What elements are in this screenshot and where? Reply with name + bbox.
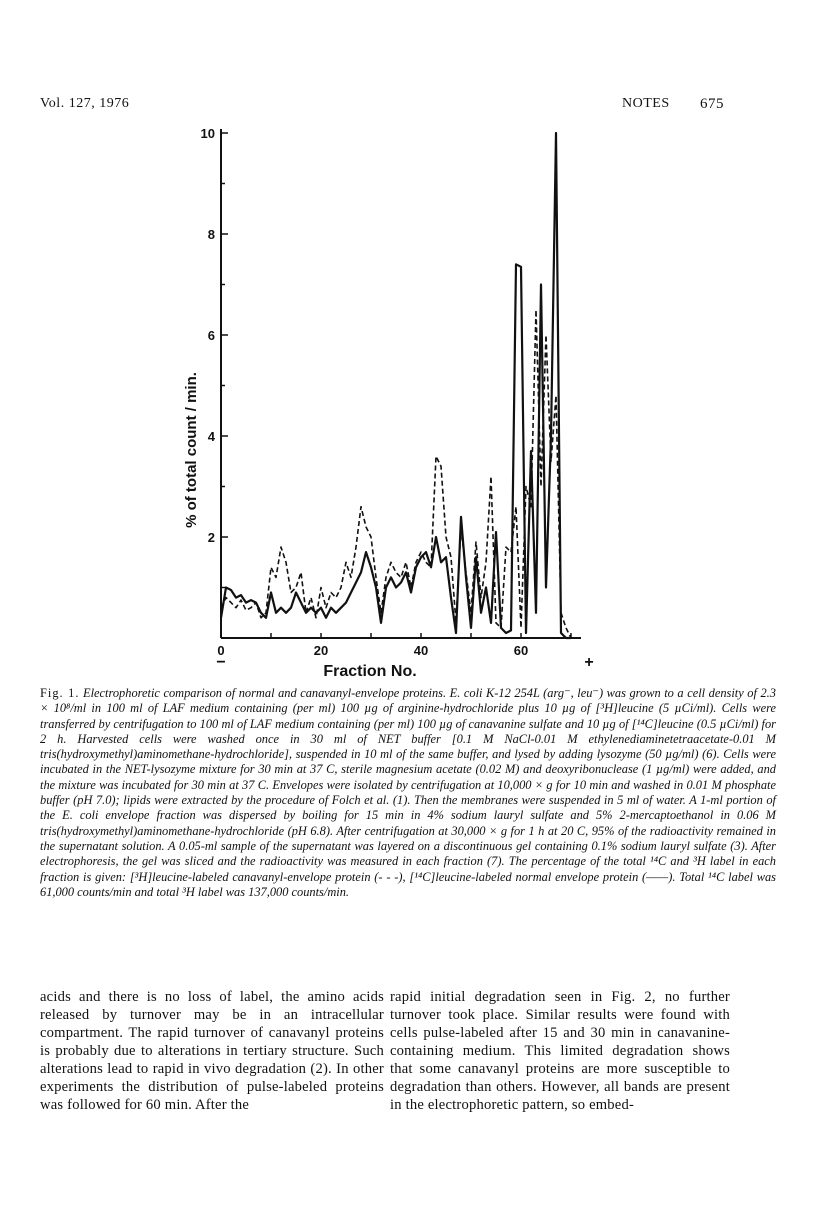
figure-caption-text: Electrophoretic comparison of normal and canavanyl-envelope proteins. E. coli K-12 254L (arg⁻, leu⁻) was grown to a cell density of 2.3 × 10⁸/ml in 100 ml of LAF medium containing (per ml) 100 µg of arginine-hydrochloride plus 10 µg of [³H]leucine (5 µCi/ml). Cells were transferred by centrifugation to 100 ml of LAF medium containing (per ml) 100 µg of canavanine sulfate and 10 µg of [¹⁴C]leucine (0.5 µCi/ml) for 2 h. Harvested cells were washed once in 30 ml of NET buffer [0.1 M NaCl-0.01 M ethylenediaminetetraacetate-0.01 M tris(hydroxymethyl)aminomethane-hydrochloride], suspended in 10 ml of the same buffer, and lysed by adding lysozyme (50 µg/ml) (6). Cells were incubated in the NET-lysozyme mixture for 30 min at 37 C, sterile magnesium acetate (0.02 M) and deoxyribonuclease (1 µg/ml) were added, and the mixture was incubated for 30 min at 37 C. Envelopes were isolated by centrifugation at 10,000 × g for 10 min and washed in 0.01 M phosphate buffer (pH 7.0); lipids were extracted by the procedure of Folch et al. (1). Then the membranes were suspended in 5 ml of water. A 1-ml portion of the E. coli envelope fraction was dispersed by boiling for 15 min in 4% sodium lauryl sulfate and 5% 2-mercaptoethanol in 0.06 M tris(hydroxymethyl)aminomethane-hydrochloride (pH 6.8). After centrifugation at 30,000 × g for 1 h at 20 C, 95% of the radioactivity remained in the supernatant solution. A 0.05-ml sample of the supernatant was layered on a discontinuous gel containing 0.1% sodium lauryl sulfate (3). After electrophoresis, the gel was sliced and the radioactivity was measured in each fraction (7). The percentage of the total ¹⁴C and ³H label in each fraction is given: [³H]leucine-labeled canavanyl-envelope protein (- - -), [¹⁴C]leucine-labeled normal envelope protein (——). Total ¹⁴C label was 61,000 counts/min and total ³H label was 137,000 counts/min. xyxy=(40,686,776,899)
y-tick-label: 10 xyxy=(200,126,215,141)
x-tick-label: 20 xyxy=(313,643,329,658)
body-text-right-column: rapid initial degradation seen in Fig. 2, no further turnover took place. Similar results were found with cells pulse-labeled after 15 and 30 min in canavanine-containing medium. This limited degradation shows that some canavanyl proteins are more susceptible to degradation than others. However, all bands are present in the electrophoretic pattern, so embed- xyxy=(390,989,730,1113)
y-axis-title: % of total count / min. xyxy=(183,372,200,528)
running-header-journal: Vol. 127, 1976 xyxy=(40,96,130,111)
page-number: 675 xyxy=(700,96,724,112)
x-tick-label: 40 xyxy=(413,643,429,658)
y-tick-label: 6 xyxy=(207,328,215,343)
chart-labels xyxy=(183,126,594,680)
body-text-left-column: acids and there is no loss of label, the amino acids released by turnover may be in an intracellular compartment. The rapid turnover of canavanyl proteins is probably due to alterations in tertiary structure. Such alterations lead to rapid in vivo degradation (2). In other experiments the distribution of pulse-labeled proteins was followed for 60 min. After the xyxy=(40,989,384,1113)
anode-plus-label: + xyxy=(584,654,594,671)
running-header-section: NOTES xyxy=(622,96,670,111)
chart-series xyxy=(221,133,576,638)
y-tick-label: 4 xyxy=(207,429,215,444)
y-tick-label: 2 xyxy=(207,530,215,545)
figure-label: Fig. 1. xyxy=(40,686,80,700)
figure-caption xyxy=(40,686,776,900)
y-tick-label: 8 xyxy=(207,227,215,242)
x-axis-title: Fraction No. xyxy=(323,663,417,680)
x-tick-label: 60 xyxy=(513,643,529,658)
cathode-minus-label: − xyxy=(216,654,226,671)
x-tick-label: 0 xyxy=(217,643,225,658)
series-line-normal-14c xyxy=(221,133,571,638)
